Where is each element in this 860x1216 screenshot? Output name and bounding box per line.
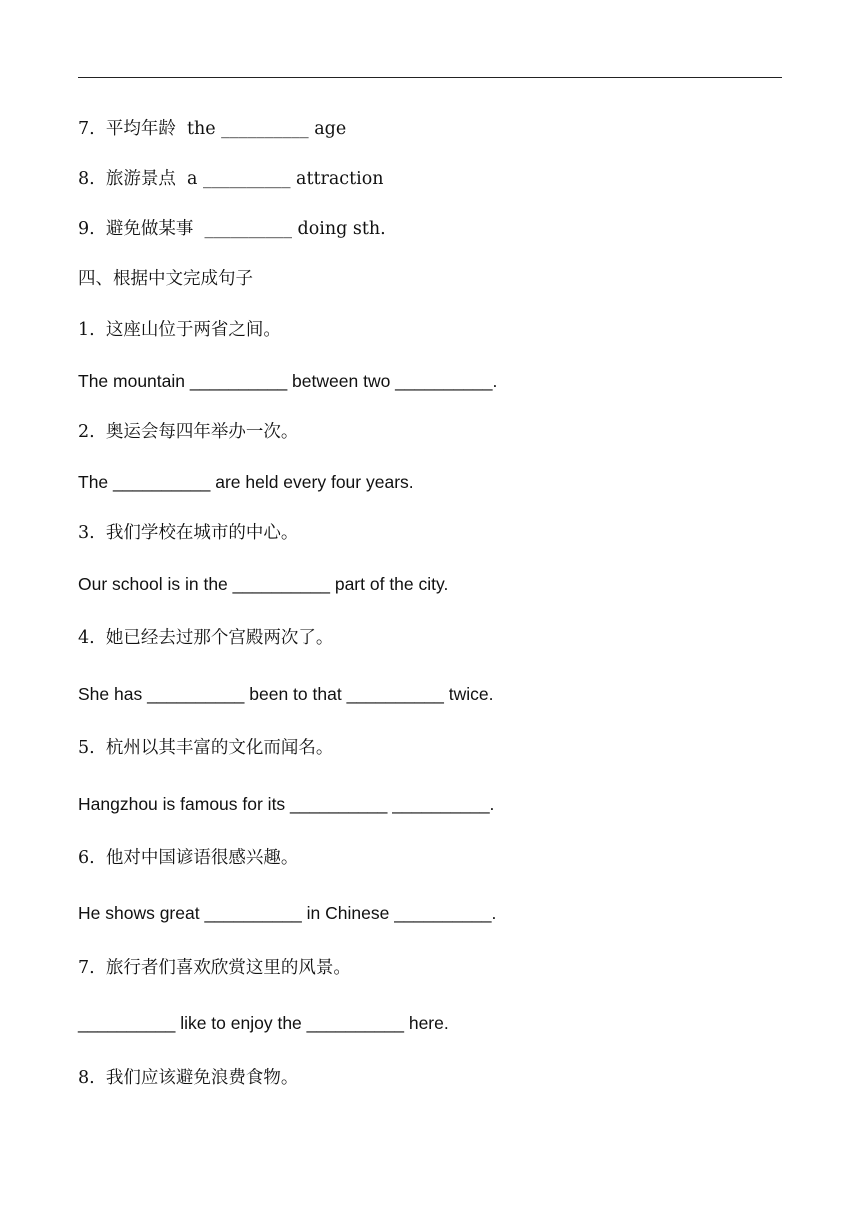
sentence-3-chinese: 3. 我们学校在城市的中心。 [78,523,299,543]
sentence-2-chinese: 2. 奥运会每四年举办一次。 [78,422,299,442]
sentence-3-english: Our school is in the __________ part of the city. [78,574,449,594]
sentence-5-chinese: 5. 杭州以其丰富的文化而闻名。 [78,738,334,758]
sentence-7-english: __________ like to enjoy the __________ here. [78,1013,449,1033]
sentence-2-english: The __________ are held every four years. [78,472,414,492]
header-rule [78,77,782,78]
sentence-4-chinese: 4. 她已经去过那个宫殿两次了。 [78,628,334,648]
phrase-item-9: 9. 避免做某事 __________ doing sth. [78,219,386,239]
sentence-4-english: She has __________ been to that __________ twice. [78,684,494,704]
sentence-6-english: He shows great __________ in Chinese __________. [78,903,497,923]
sentence-8-chinese: 8. 我们应该避免浪费食物。 [78,1068,299,1088]
section-heading: 四、根据中文完成句子 [78,269,253,289]
phrase-item-7: 7. 平均年龄 the __________ age [78,119,347,139]
phrase-item-8: 8. 旅游景点 a __________ attraction [78,169,384,189]
sentence-1-english: The mountain __________ between two __________. [78,371,498,391]
sentence-1-chinese: 1. 这座山位于两省之间。 [78,320,281,340]
sentence-7-chinese: 7. 旅行者们喜欢欣赏这里的风景。 [78,958,351,978]
sentence-6-chinese: 6. 他对中国谚语很感兴趣。 [78,848,299,868]
sentence-5-english: Hangzhou is famous for its __________ __________. [78,794,495,814]
